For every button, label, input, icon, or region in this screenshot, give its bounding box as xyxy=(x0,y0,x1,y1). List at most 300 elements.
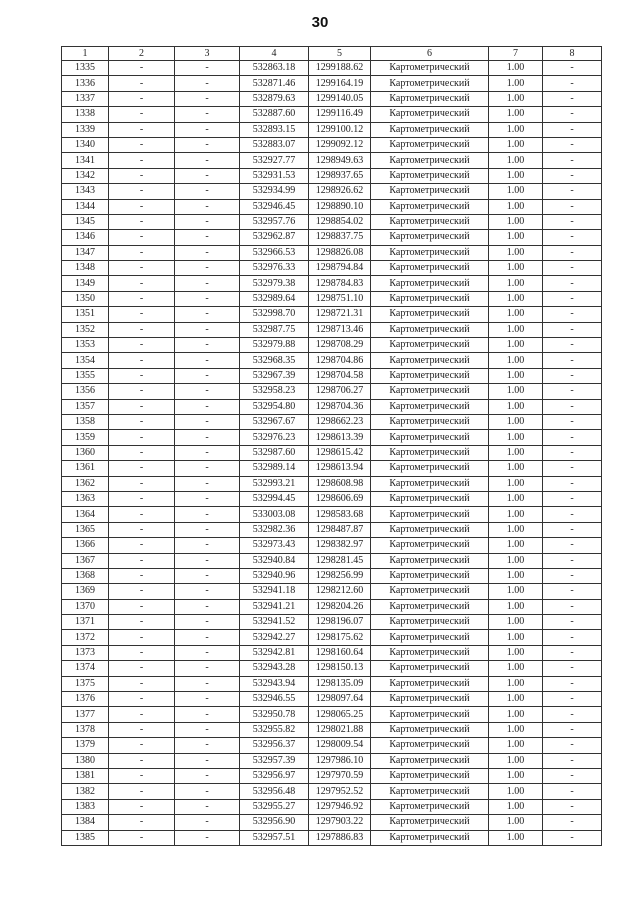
point-number-cell: 1355 xyxy=(62,368,109,383)
method-cell: Картометрический xyxy=(371,630,489,645)
cell-col2: - xyxy=(109,368,175,383)
method-cell: Картометрический xyxy=(371,645,489,660)
x-coordinate-cell: 532934.99 xyxy=(240,184,309,199)
cell-col3: - xyxy=(175,430,240,445)
table-row xyxy=(62,568,602,583)
point-number-cell: 1371 xyxy=(62,615,109,630)
point-number-cell: 1365 xyxy=(62,522,109,537)
cell-col2: - xyxy=(109,584,175,599)
table-row xyxy=(62,430,602,445)
cell-col8: - xyxy=(543,137,602,152)
y-coordinate-cell: 1298009.54 xyxy=(309,738,371,753)
cell-col8: - xyxy=(543,445,602,460)
accuracy-cell: 1.00 xyxy=(489,676,543,691)
cell-col3: - xyxy=(175,630,240,645)
method-cell: Картометрический xyxy=(371,461,489,476)
y-coordinate-cell: 1299092.12 xyxy=(309,137,371,152)
accuracy-cell: 1.00 xyxy=(489,430,543,445)
y-coordinate-cell: 1298613.94 xyxy=(309,461,371,476)
cell-col8: - xyxy=(543,153,602,168)
x-coordinate-cell: 532994.45 xyxy=(240,491,309,506)
point-number-cell: 1380 xyxy=(62,753,109,768)
cell-col2: - xyxy=(109,76,175,91)
table-row xyxy=(62,753,602,768)
point-number-cell: 1361 xyxy=(62,461,109,476)
x-coordinate-cell: 532946.55 xyxy=(240,692,309,707)
x-coordinate-cell: 532958.23 xyxy=(240,384,309,399)
y-coordinate-cell: 1298021.88 xyxy=(309,722,371,737)
method-cell: Картометрический xyxy=(371,291,489,306)
x-coordinate-cell: 532973.43 xyxy=(240,538,309,553)
table-row xyxy=(62,553,602,568)
cell-col8: - xyxy=(543,522,602,537)
point-number-cell: 1378 xyxy=(62,722,109,737)
cell-col3: - xyxy=(175,722,240,737)
accuracy-cell: 1.00 xyxy=(489,61,543,76)
point-number-cell: 1354 xyxy=(62,353,109,368)
accuracy-cell: 1.00 xyxy=(489,768,543,783)
table-row xyxy=(62,230,602,245)
cell-col2: - xyxy=(109,753,175,768)
accuracy-cell: 1.00 xyxy=(489,815,543,830)
cell-col8: - xyxy=(543,291,602,306)
method-cell: Картометрический xyxy=(371,661,489,676)
point-number-cell: 1350 xyxy=(62,291,109,306)
cell-col3: - xyxy=(175,307,240,322)
cell-col3: - xyxy=(175,507,240,522)
cell-col3: - xyxy=(175,122,240,137)
table-row xyxy=(62,61,602,76)
accuracy-cell: 1.00 xyxy=(489,645,543,660)
x-coordinate-cell: 532998.70 xyxy=(240,307,309,322)
cell-col2: - xyxy=(109,645,175,660)
y-coordinate-cell: 1298135.09 xyxy=(309,676,371,691)
point-number-cell: 1381 xyxy=(62,768,109,783)
point-number-cell: 1366 xyxy=(62,538,109,553)
method-cell: Картометрический xyxy=(371,168,489,183)
method-cell: Картометрический xyxy=(371,738,489,753)
table-row xyxy=(62,261,602,276)
point-number-cell: 1375 xyxy=(62,676,109,691)
point-number-cell: 1383 xyxy=(62,799,109,814)
cell-col8: - xyxy=(543,799,602,814)
method-cell: Картометрический xyxy=(371,615,489,630)
point-number-cell: 1379 xyxy=(62,738,109,753)
table-row xyxy=(62,368,602,383)
cell-col2: - xyxy=(109,399,175,414)
cell-col3: - xyxy=(175,276,240,291)
table-row xyxy=(62,91,602,106)
accuracy-cell: 1.00 xyxy=(489,630,543,645)
cell-col2: - xyxy=(109,445,175,460)
method-cell: Картометрический xyxy=(371,430,489,445)
cell-col3: - xyxy=(175,153,240,168)
y-coordinate-cell: 1298713.46 xyxy=(309,322,371,337)
method-cell: Картометрический xyxy=(371,553,489,568)
accuracy-cell: 1.00 xyxy=(489,76,543,91)
table-row xyxy=(62,137,602,152)
y-coordinate-cell: 1299164.19 xyxy=(309,76,371,91)
table-row xyxy=(62,630,602,645)
cell-col8: - xyxy=(543,61,602,76)
cell-col8: - xyxy=(543,168,602,183)
accuracy-cell: 1.00 xyxy=(489,353,543,368)
accuracy-cell: 1.00 xyxy=(489,322,543,337)
y-coordinate-cell: 1299188.62 xyxy=(309,61,371,76)
x-coordinate-cell: 532940.84 xyxy=(240,553,309,568)
cell-col8: - xyxy=(543,815,602,830)
cell-col3: - xyxy=(175,568,240,583)
table-row xyxy=(62,491,602,506)
method-cell: Картометрический xyxy=(371,276,489,291)
method-cell: Картометрический xyxy=(371,414,489,429)
method-cell: Картометрический xyxy=(371,76,489,91)
cell-col8: - xyxy=(543,399,602,414)
accuracy-cell: 1.00 xyxy=(489,153,543,168)
table-row xyxy=(62,122,602,137)
cell-col3: - xyxy=(175,214,240,229)
point-number-cell: 1367 xyxy=(62,553,109,568)
y-coordinate-cell: 1298204.26 xyxy=(309,599,371,614)
cell-col3: - xyxy=(175,322,240,337)
method-cell: Картометрический xyxy=(371,91,489,106)
y-coordinate-cell: 1298784.83 xyxy=(309,276,371,291)
cell-col2: - xyxy=(109,661,175,676)
method-cell: Картометрический xyxy=(371,61,489,76)
cell-col8: - xyxy=(543,476,602,491)
point-number-cell: 1337 xyxy=(62,91,109,106)
method-cell: Картометрический xyxy=(371,368,489,383)
method-cell: Картометрический xyxy=(371,507,489,522)
point-number-cell: 1385 xyxy=(62,830,109,845)
accuracy-cell: 1.00 xyxy=(489,522,543,537)
table-row xyxy=(62,245,602,260)
method-cell: Картометрический xyxy=(371,137,489,152)
cell-col3: - xyxy=(175,815,240,830)
table-row xyxy=(62,599,602,614)
x-coordinate-cell: 532967.67 xyxy=(240,414,309,429)
column-header: 2 xyxy=(109,47,175,61)
cell-col2: - xyxy=(109,768,175,783)
y-coordinate-cell: 1298721.31 xyxy=(309,307,371,322)
method-cell: Картометрический xyxy=(371,338,489,353)
cell-col2: - xyxy=(109,615,175,630)
x-coordinate-cell: 532887.60 xyxy=(240,107,309,122)
point-number-cell: 1363 xyxy=(62,491,109,506)
point-number-cell: 1342 xyxy=(62,168,109,183)
cell-col3: - xyxy=(175,645,240,660)
cell-col3: - xyxy=(175,107,240,122)
cell-col8: - xyxy=(543,599,602,614)
cell-col8: - xyxy=(543,692,602,707)
table-row xyxy=(62,414,602,429)
x-coordinate-cell: 532989.14 xyxy=(240,461,309,476)
x-coordinate-cell: 532954.80 xyxy=(240,399,309,414)
table-row xyxy=(62,584,602,599)
accuracy-cell: 1.00 xyxy=(489,230,543,245)
method-cell: Картометрический xyxy=(371,676,489,691)
y-coordinate-cell: 1298065.25 xyxy=(309,707,371,722)
column-header: 5 xyxy=(309,47,371,61)
accuracy-cell: 1.00 xyxy=(489,738,543,753)
table-row xyxy=(62,184,602,199)
cell-col3: - xyxy=(175,414,240,429)
table-row xyxy=(62,384,602,399)
cell-col2: - xyxy=(109,722,175,737)
table-row xyxy=(62,768,602,783)
accuracy-cell: 1.00 xyxy=(489,122,543,137)
accuracy-cell: 1.00 xyxy=(489,568,543,583)
point-number-cell: 1341 xyxy=(62,153,109,168)
cell-col3: - xyxy=(175,230,240,245)
cell-col3: - xyxy=(175,261,240,276)
accuracy-cell: 1.00 xyxy=(489,168,543,183)
cell-col3: - xyxy=(175,584,240,599)
cell-col2: - xyxy=(109,538,175,553)
x-coordinate-cell: 532956.48 xyxy=(240,784,309,799)
cell-col2: - xyxy=(109,815,175,830)
cell-col8: - xyxy=(543,122,602,137)
point-number-cell: 1376 xyxy=(62,692,109,707)
accuracy-cell: 1.00 xyxy=(489,722,543,737)
x-coordinate-cell: 532979.88 xyxy=(240,338,309,353)
cell-col2: - xyxy=(109,276,175,291)
y-coordinate-cell: 1299140.05 xyxy=(309,91,371,106)
table-row xyxy=(62,153,602,168)
method-cell: Картометрический xyxy=(371,830,489,845)
point-number-cell: 1339 xyxy=(62,122,109,137)
accuracy-cell: 1.00 xyxy=(489,476,543,491)
column-header: 1 xyxy=(62,47,109,61)
y-coordinate-cell: 1297952.52 xyxy=(309,784,371,799)
y-coordinate-cell: 1298196.07 xyxy=(309,615,371,630)
y-coordinate-cell: 1299100.12 xyxy=(309,122,371,137)
y-coordinate-cell: 1298890.10 xyxy=(309,199,371,214)
cell-col8: - xyxy=(543,630,602,645)
cell-col2: - xyxy=(109,599,175,614)
x-coordinate-cell: 532976.23 xyxy=(240,430,309,445)
cell-col3: - xyxy=(175,338,240,353)
point-number-cell: 1370 xyxy=(62,599,109,614)
table-row xyxy=(62,538,602,553)
accuracy-cell: 1.00 xyxy=(489,199,543,214)
table-row xyxy=(62,830,602,845)
accuracy-cell: 1.00 xyxy=(489,830,543,845)
x-coordinate-cell: 532957.76 xyxy=(240,214,309,229)
x-coordinate-cell: 532943.28 xyxy=(240,661,309,676)
table-row xyxy=(62,107,602,122)
method-cell: Картометрический xyxy=(371,199,489,214)
cell-col2: - xyxy=(109,676,175,691)
cell-col3: - xyxy=(175,615,240,630)
method-cell: Картометрический xyxy=(371,445,489,460)
table-header-row xyxy=(62,47,602,61)
cell-col2: - xyxy=(109,692,175,707)
cell-col2: - xyxy=(109,261,175,276)
column-header: 6 xyxy=(371,47,489,61)
point-number-cell: 1364 xyxy=(62,507,109,522)
table-row xyxy=(62,661,602,676)
cell-col3: - xyxy=(175,799,240,814)
y-coordinate-cell: 1298160.64 xyxy=(309,645,371,660)
cell-col8: - xyxy=(543,214,602,229)
cell-col8: - xyxy=(543,615,602,630)
point-number-cell: 1335 xyxy=(62,61,109,76)
x-coordinate-cell: 532871.46 xyxy=(240,76,309,91)
page-number: 30 xyxy=(311,14,329,31)
cell-col3: - xyxy=(175,707,240,722)
accuracy-cell: 1.00 xyxy=(489,291,543,306)
x-coordinate-cell: 532955.27 xyxy=(240,799,309,814)
method-cell: Картометрический xyxy=(371,753,489,768)
cell-col8: - xyxy=(543,768,602,783)
y-coordinate-cell: 1298826.08 xyxy=(309,245,371,260)
method-cell: Картометрический xyxy=(371,768,489,783)
y-coordinate-cell: 1298704.58 xyxy=(309,368,371,383)
method-cell: Картометрический xyxy=(371,568,489,583)
y-coordinate-cell: 1298937.65 xyxy=(309,168,371,183)
cell-col2: - xyxy=(109,738,175,753)
x-coordinate-cell: 532993.21 xyxy=(240,476,309,491)
cell-col3: - xyxy=(175,538,240,553)
accuracy-cell: 1.00 xyxy=(489,245,543,260)
method-cell: Картометрический xyxy=(371,184,489,199)
cell-col2: - xyxy=(109,122,175,137)
cell-col8: - xyxy=(543,245,602,260)
table-row xyxy=(62,799,602,814)
table-row xyxy=(62,322,602,337)
point-number-cell: 1357 xyxy=(62,399,109,414)
x-coordinate-cell: 532987.60 xyxy=(240,445,309,460)
method-cell: Картометрический xyxy=(371,107,489,122)
cell-col8: - xyxy=(543,553,602,568)
cell-col2: - xyxy=(109,291,175,306)
cell-col2: - xyxy=(109,107,175,122)
x-coordinate-cell: 532883.07 xyxy=(240,137,309,152)
point-number-cell: 1352 xyxy=(62,322,109,337)
cell-col3: - xyxy=(175,753,240,768)
method-cell: Картометрический xyxy=(371,815,489,830)
cell-col2: - xyxy=(109,491,175,506)
table-row xyxy=(62,199,602,214)
y-coordinate-cell: 1297970.59 xyxy=(309,768,371,783)
cell-col3: - xyxy=(175,692,240,707)
cell-col2: - xyxy=(109,799,175,814)
x-coordinate-cell: 532941.52 xyxy=(240,615,309,630)
point-number-cell: 1353 xyxy=(62,338,109,353)
cell-col8: - xyxy=(543,461,602,476)
point-number-cell: 1347 xyxy=(62,245,109,260)
cell-col2: - xyxy=(109,707,175,722)
cell-col8: - xyxy=(543,568,602,583)
cell-col8: - xyxy=(543,107,602,122)
cell-col2: - xyxy=(109,168,175,183)
y-coordinate-cell: 1298256.99 xyxy=(309,568,371,583)
cell-col2: - xyxy=(109,461,175,476)
cell-col8: - xyxy=(543,353,602,368)
point-number-cell: 1369 xyxy=(62,584,109,599)
y-coordinate-cell: 1298704.86 xyxy=(309,353,371,368)
accuracy-cell: 1.00 xyxy=(489,461,543,476)
cell-col3: - xyxy=(175,784,240,799)
y-coordinate-cell: 1298487.87 xyxy=(309,522,371,537)
y-coordinate-cell: 1299116.49 xyxy=(309,107,371,122)
table-row xyxy=(62,815,602,830)
x-coordinate-cell: 532987.75 xyxy=(240,322,309,337)
table-row xyxy=(62,676,602,691)
x-coordinate-cell: 532962.87 xyxy=(240,230,309,245)
method-cell: Картометрический xyxy=(371,245,489,260)
table-row xyxy=(62,76,602,91)
table-row xyxy=(62,476,602,491)
accuracy-cell: 1.00 xyxy=(489,214,543,229)
accuracy-cell: 1.00 xyxy=(489,184,543,199)
cell-col8: - xyxy=(543,261,602,276)
cell-col3: - xyxy=(175,384,240,399)
method-cell: Картометрический xyxy=(371,122,489,137)
x-coordinate-cell: 532976.33 xyxy=(240,261,309,276)
table-row xyxy=(62,307,602,322)
accuracy-cell: 1.00 xyxy=(489,753,543,768)
cell-col2: - xyxy=(109,414,175,429)
cell-col2: - xyxy=(109,553,175,568)
cell-col2: - xyxy=(109,199,175,214)
cell-col8: - xyxy=(543,661,602,676)
cell-col2: - xyxy=(109,137,175,152)
table-row xyxy=(62,276,602,291)
cell-col3: - xyxy=(175,599,240,614)
point-number-cell: 1356 xyxy=(62,384,109,399)
x-coordinate-cell: 532940.96 xyxy=(240,568,309,583)
x-coordinate-cell: 532982.36 xyxy=(240,522,309,537)
cell-col2: - xyxy=(109,230,175,245)
cell-col2: - xyxy=(109,307,175,322)
accuracy-cell: 1.00 xyxy=(489,507,543,522)
cell-col8: - xyxy=(543,784,602,799)
table-body xyxy=(62,61,602,846)
method-cell: Картометрический xyxy=(371,799,489,814)
table-row xyxy=(62,615,602,630)
point-number-cell: 1382 xyxy=(62,784,109,799)
method-cell: Картометрический xyxy=(371,522,489,537)
table-row xyxy=(62,707,602,722)
point-number-cell: 1373 xyxy=(62,645,109,660)
table-row xyxy=(62,738,602,753)
accuracy-cell: 1.00 xyxy=(489,137,543,152)
y-coordinate-cell: 1298949.63 xyxy=(309,153,371,168)
cell-col8: - xyxy=(543,584,602,599)
y-coordinate-cell: 1298708.29 xyxy=(309,338,371,353)
column-header: 7 xyxy=(489,47,543,61)
cell-col3: - xyxy=(175,168,240,183)
accuracy-cell: 1.00 xyxy=(489,661,543,676)
method-cell: Картометрический xyxy=(371,353,489,368)
cell-col3: - xyxy=(175,445,240,460)
x-coordinate-cell: 532863.18 xyxy=(240,61,309,76)
cell-col8: - xyxy=(543,738,602,753)
cell-col8: - xyxy=(543,199,602,214)
y-coordinate-cell: 1298606.69 xyxy=(309,491,371,506)
cell-col8: - xyxy=(543,507,602,522)
accuracy-cell: 1.00 xyxy=(489,799,543,814)
accuracy-cell: 1.00 xyxy=(489,276,543,291)
x-coordinate-cell: 532946.45 xyxy=(240,199,309,214)
x-coordinate-cell: 532957.39 xyxy=(240,753,309,768)
table-row xyxy=(62,338,602,353)
cell-col8: - xyxy=(543,430,602,445)
x-coordinate-cell: 532927.77 xyxy=(240,153,309,168)
cell-col3: - xyxy=(175,291,240,306)
